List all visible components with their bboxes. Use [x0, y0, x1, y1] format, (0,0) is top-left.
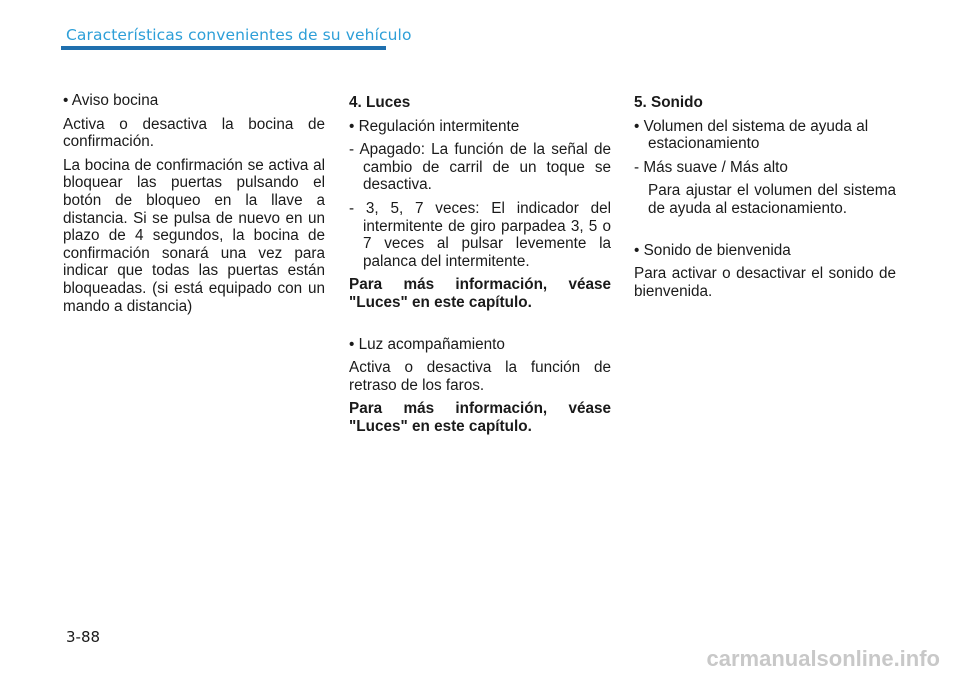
- paragraph-horn-toggle: Activa o desactiva la bocina de confirmación.: [63, 115, 325, 151]
- bullet-horn: • Aviso bocina: [63, 92, 159, 109]
- section-title: Características convenientes de su vehículo: [66, 26, 412, 44]
- paragraph-horn-description: La bocina de confirmación se activa al bloquear las puertas pulsando el botón de bloqueo en la llave a distancia. Si se pulsa de nuevo en un plazo de 4 segundos, la bocina de confirmación sonará una vez para indicar que todas las puertas están bloqueadas. (si está equipado con un mando a distancia): [63, 156, 325, 315]
- dash-volume: - Más suave / Más alto: [634, 158, 788, 176]
- watermark: carmanualsonline.info: [706, 646, 940, 671]
- paragraph-volume: Para ajustar el volumen del sistema de ayuda al estacionamiento.: [648, 182, 896, 217]
- column-1: [63, 92, 325, 321]
- heading-sound: 5. Sonido: [634, 94, 703, 111]
- bullet-parking-volume: • Volumen del sistema de ayuda al estacionamiento: [634, 117, 869, 153]
- heading-lights: 4. Luces: [349, 94, 411, 111]
- column-2: [349, 92, 611, 442]
- page-number: 3-88: [66, 628, 101, 646]
- dash-times: - 3, 5, 7 veces: El indicador del intermitente de giro parpadea 3, 5 o 7 veces al pulsar levemente la palanca del intermitente.: [349, 199, 611, 270]
- header-rule: [61, 46, 386, 50]
- paragraph-welcome-sound: Para activar o desactivar el sonido de bienvenida.: [634, 265, 896, 300]
- bullet-turn-signal: • Regulación intermitente: [349, 117, 520, 135]
- reference-lights-2: Para más información, véase "Luces" en este capítulo.: [349, 400, 611, 435]
- bullet-escort-light: • Luz acompañamiento: [349, 335, 505, 353]
- paragraph-escort-light: Activa o desactiva la función de retraso de los faros.: [349, 359, 611, 394]
- column-3: [634, 92, 896, 306]
- bullet-welcome-sound: • Sonido de bienvenida: [634, 241, 791, 259]
- dash-off: - Apagado: La función de la señal de cambio de carril de un toque se desactiva.: [349, 141, 611, 194]
- reference-lights-1: Para más información, véase "Luces" en este capítulo.: [349, 276, 611, 311]
